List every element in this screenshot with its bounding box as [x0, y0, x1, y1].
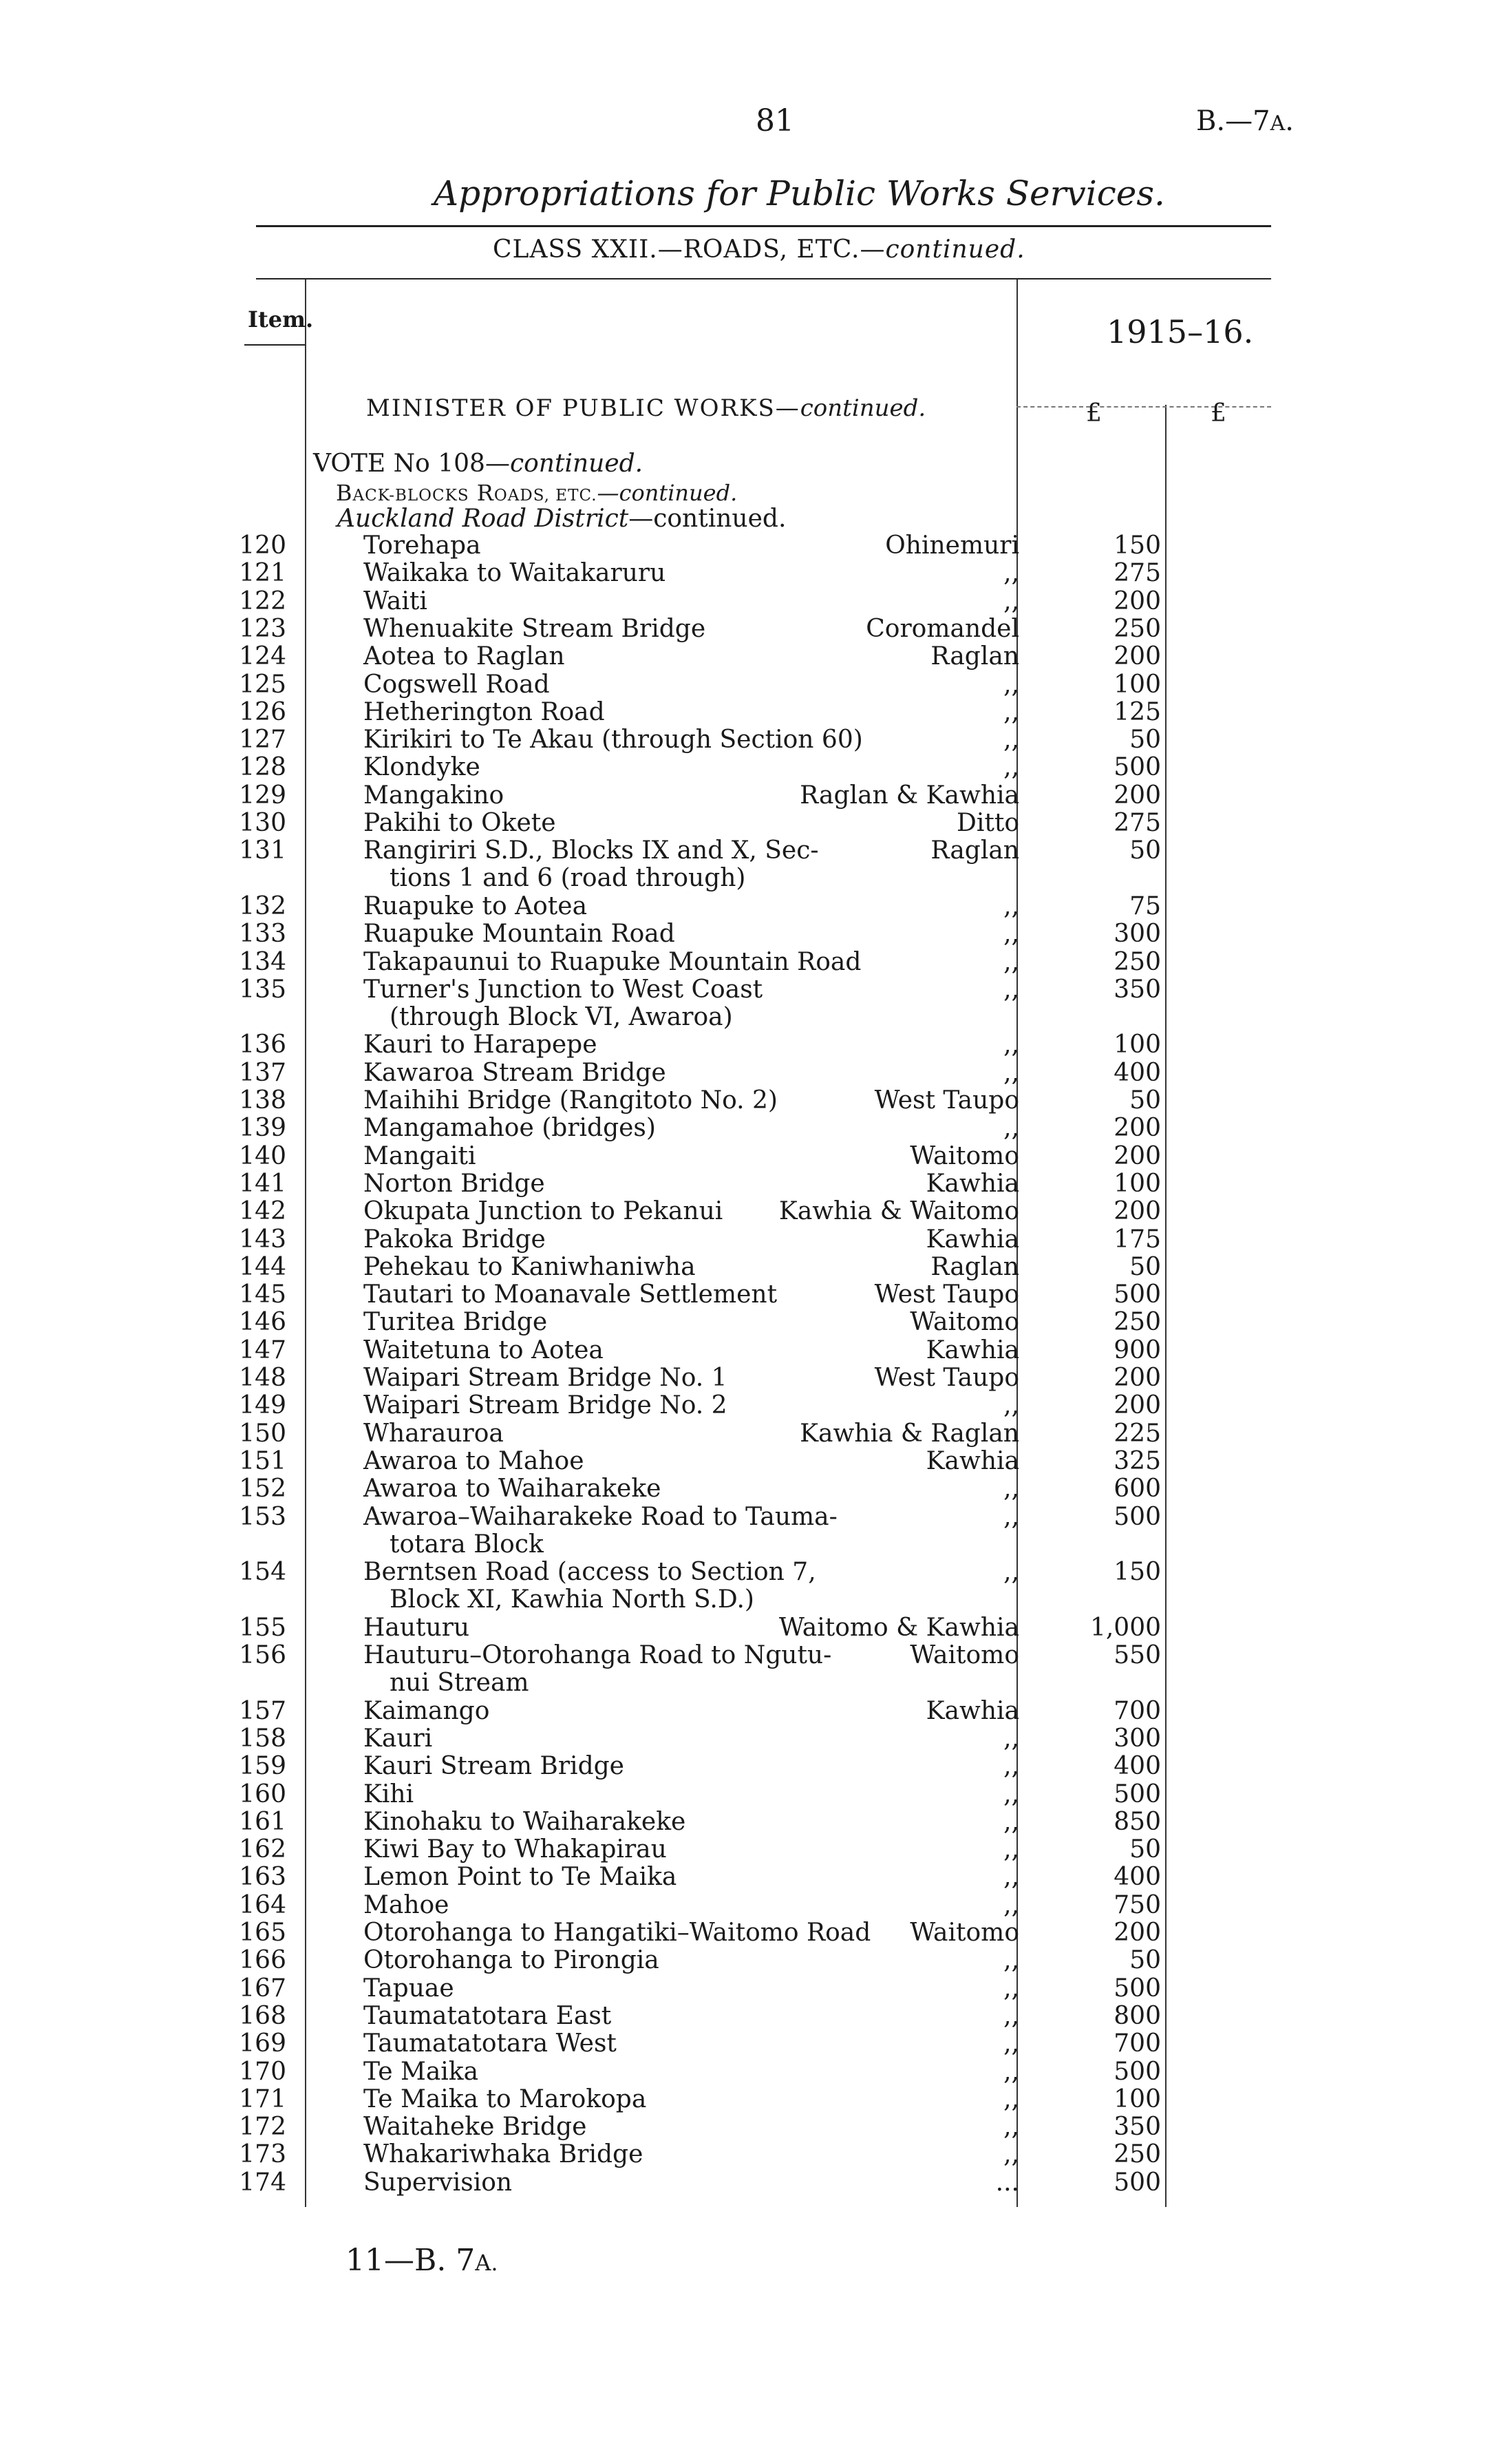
footer-suffix: A. — [475, 2250, 498, 2276]
item-number: 124 — [239, 642, 286, 671]
item-district: ,, — [1003, 975, 1019, 1004]
item-number: 135 — [239, 975, 286, 1004]
item-description: Pehekau to Kaniwhaniwha — [363, 1253, 696, 1281]
item-district: ,, — [1003, 2140, 1019, 2168]
class-rule — [256, 278, 1271, 279]
back-blocks-heading — [336, 480, 737, 506]
item-number: 154 — [239, 1558, 286, 1586]
item-district: ,, — [1003, 2029, 1019, 2058]
item-district: ,, — [1003, 892, 1019, 920]
item-district: ,, — [1003, 1780, 1019, 1808]
item-description: Turner's Junction to West Coast — [363, 975, 763, 1004]
item-description: Waipari Stream Bridge No. 1 — [363, 1364, 727, 1392]
item-amount: 700 — [1114, 2029, 1161, 2058]
item-amount: 200 — [1114, 1114, 1161, 1142]
item-description: Waitaheke Bridge — [363, 2113, 587, 2141]
item-description: Okupata Junction to Pekanui — [363, 1197, 723, 1225]
item-description: Pakoka Bridge — [363, 1225, 546, 1254]
item-amount: 500 — [1114, 1974, 1161, 2003]
item-description: Kaimango — [363, 1697, 490, 1725]
item-description: Otorohanga to Pirongia — [363, 1946, 659, 1974]
item-amount: 200 — [1114, 587, 1161, 615]
item-number: 148 — [239, 1364, 286, 1392]
item-amount: 125 — [1114, 698, 1161, 726]
item-description: Maihihi Bridge (Rangitoto No. 2) — [363, 1086, 778, 1115]
doc-ref-suffix: A — [1270, 112, 1286, 136]
item-amount: 700 — [1114, 1697, 1161, 1725]
doc-ref-main: B.—7 — [1196, 105, 1270, 137]
item-description: Kauri — [363, 1724, 433, 1753]
item-number: 166 — [239, 1946, 286, 1974]
item-description: Aotea to Raglan — [363, 642, 565, 671]
item-description: Pakihi to Okete — [363, 809, 556, 837]
minister-main: MINISTER OF PUBLIC WORKS— — [366, 394, 800, 422]
bb-small-1: ACK-BLOCKS — [352, 487, 469, 505]
item-description: Cogswell Road — [363, 671, 550, 699]
item-number: 159 — [239, 1752, 286, 1780]
item-number: 123 — [239, 615, 286, 643]
vote-heading — [313, 450, 643, 478]
item-description: Tautari to Moanavale Settlement — [363, 1280, 778, 1309]
item-description: Waiti — [363, 587, 427, 615]
item-description: Te Maika — [363, 2058, 479, 2086]
item-district: ,, — [1003, 2085, 1019, 2113]
item-amount: 600 — [1114, 1475, 1161, 1503]
item-description: Mangakino — [363, 781, 504, 810]
item-number: 171 — [239, 2085, 286, 2113]
item-amount: 100 — [1114, 2085, 1161, 2113]
item-number: 174 — [239, 2168, 286, 2197]
title-rule — [256, 225, 1271, 227]
item-district: Ditto — [957, 809, 1019, 837]
item-amount: 100 — [1114, 671, 1161, 699]
item-district: Waitomo — [910, 1919, 1019, 1947]
item-district: ,, — [1003, 1031, 1019, 1059]
item-description: Kawaroa Stream Bridge — [363, 1059, 666, 1087]
item-amount: 550 — [1114, 1641, 1161, 1669]
item-district: ,, — [1003, 1863, 1019, 1891]
item-district: ,, — [1003, 587, 1019, 615]
item-district: ,, — [1003, 1059, 1019, 1087]
item-header-rule — [244, 344, 305, 346]
item-district: ,, — [1003, 559, 1019, 587]
item-district: Kawhia & Raglan — [800, 1419, 1019, 1448]
item-description: Berntsen Road (access to Section 7, — [363, 1558, 816, 1586]
item-district: ,, — [1003, 920, 1019, 948]
item-number: 131 — [239, 836, 286, 865]
item-description-continued: nui Stream — [390, 1669, 529, 1697]
item-district: Raglan & Kawhia — [800, 781, 1019, 810]
item-district: ,, — [1003, 1752, 1019, 1780]
item-amount: 200 — [1114, 642, 1161, 671]
item-amount: 50 — [1129, 1835, 1161, 1863]
item-description: Kirikiri to Te Akau (through Section 60) — [363, 726, 863, 754]
item-number: 127 — [239, 726, 286, 754]
item-amount: 900 — [1114, 1336, 1161, 1364]
item-number: 128 — [239, 753, 286, 781]
item-number: 161 — [239, 1808, 286, 1836]
item-district: Kawhia — [926, 1697, 1019, 1725]
item-amount: 200 — [1114, 1391, 1161, 1419]
year-header-rule — [1016, 406, 1271, 408]
item-district: ,, — [1003, 1114, 1019, 1142]
item-description: Ruapuke Mountain Road — [363, 920, 675, 948]
item-number: 147 — [239, 1336, 286, 1364]
item-district: Kawhia — [926, 1170, 1019, 1198]
item-description: Hauturu–Otorohanga Road to Ngutu- — [363, 1641, 832, 1669]
item-number: 153 — [239, 1503, 286, 1531]
item-district: ,, — [1003, 1724, 1019, 1753]
item-description: Kihi — [363, 1780, 414, 1808]
item-description: Kiwi Bay to Whakapirau — [363, 1835, 667, 1863]
currency-header-1: £ — [1086, 399, 1102, 427]
item-amount: 250 — [1114, 615, 1161, 643]
item-district: ,, — [1003, 753, 1019, 781]
item-number: 144 — [239, 1253, 286, 1281]
item-amount: 300 — [1114, 920, 1161, 948]
item-description-continued: Block XI, Kawhia North S.D.) — [390, 1585, 754, 1614]
item-column-divider — [305, 279, 306, 2207]
item-number: 130 — [239, 809, 286, 837]
item-number: 170 — [239, 2058, 286, 2086]
currency-header-2: £ — [1211, 399, 1226, 427]
item-description: Torehapa — [363, 531, 481, 560]
item-amount: 250 — [1114, 948, 1161, 976]
item-number: 150 — [239, 1419, 286, 1448]
item-description: Waipari Stream Bridge No. 2 — [363, 1391, 727, 1419]
item-number: 151 — [239, 1447, 286, 1475]
item-district: West Taupo — [874, 1280, 1019, 1309]
item-number: 141 — [239, 1170, 286, 1198]
item-district: ,, — [1003, 671, 1019, 699]
item-district: Kawhia — [926, 1336, 1019, 1364]
item-description: Te Maika to Marokopa — [363, 2085, 647, 2113]
item-amount: 500 — [1114, 1280, 1161, 1309]
item-number: 158 — [239, 1724, 286, 1753]
item-description: Klondyke — [363, 753, 480, 781]
item-number: 162 — [239, 1835, 286, 1863]
item-district: ,, — [1003, 1835, 1019, 1863]
item-district: ,, — [1003, 2113, 1019, 2141]
item-amount: 200 — [1114, 781, 1161, 810]
item-description: Kauri Stream Bridge — [363, 1752, 624, 1780]
item-number: 168 — [239, 2002, 286, 2030]
item-description: Supervision — [363, 2168, 513, 2197]
item-number: 163 — [239, 1863, 286, 1891]
item-number: 145 — [239, 1280, 286, 1309]
item-amount: 175 — [1114, 1225, 1161, 1254]
class-heading — [493, 235, 1025, 264]
item-column-header: Item. — [248, 306, 314, 332]
item-amount: 50 — [1129, 1253, 1161, 1281]
item-district: ,, — [1003, 1558, 1019, 1586]
item-number: 169 — [239, 2029, 286, 2058]
item-description: Turitea Bridge — [363, 1308, 548, 1336]
class-heading-continued: continued. — [885, 235, 1025, 264]
item-district: Kawhia & Waitomo — [778, 1197, 1019, 1225]
item-district: ,, — [1003, 1475, 1019, 1503]
item-district: ,, — [1003, 2058, 1019, 2086]
item-amount: 200 — [1114, 1364, 1161, 1392]
item-district: Waitomo — [910, 1641, 1019, 1669]
district-continued: —continued. — [628, 505, 787, 533]
item-number: 125 — [239, 671, 286, 699]
item-district: ,, — [1003, 1974, 1019, 2003]
district-name: Auckland Road District — [337, 505, 629, 533]
item-number: 155 — [239, 1614, 286, 1642]
item-number: 165 — [239, 1919, 286, 1947]
item-amount: 400 — [1114, 1863, 1161, 1891]
item-number: 133 — [239, 920, 286, 948]
minister-continued: continued. — [800, 394, 926, 422]
item-district: West Taupo — [874, 1364, 1019, 1392]
item-district: ,, — [1003, 726, 1019, 754]
item-district: Coromandel — [866, 615, 1019, 643]
item-amount: 50 — [1129, 1946, 1161, 1974]
item-number: 164 — [239, 1891, 286, 1919]
item-number: 142 — [239, 1197, 286, 1225]
item-district: Waitomo — [910, 1142, 1019, 1170]
item-description: Taumatatotara East — [363, 2002, 612, 2030]
item-district: ,, — [1003, 2002, 1019, 2030]
item-number: 136 — [239, 1031, 286, 1059]
bb-small-2: OADS, ETC. — [493, 487, 597, 505]
item-amount: 250 — [1114, 2140, 1161, 2168]
year-header: 1915–16. — [1107, 313, 1254, 350]
item-number: 140 — [239, 1142, 286, 1170]
item-number: 152 — [239, 1475, 286, 1503]
item-district: Raglan — [930, 1253, 1019, 1281]
item-number: 172 — [239, 2113, 286, 2141]
footer-signature — [345, 2243, 498, 2278]
item-number: 138 — [239, 1086, 286, 1115]
item-number: 120 — [239, 531, 286, 560]
item-amount: 850 — [1114, 1808, 1161, 1836]
item-amount: 75 — [1129, 892, 1161, 920]
item-description-continued: totara Block — [390, 1530, 544, 1559]
item-amount: 500 — [1114, 2168, 1161, 2197]
bb-continued: —continued. — [597, 480, 738, 506]
item-description: Whakariwhaka Bridge — [363, 2140, 643, 2168]
item-number: 143 — [239, 1225, 286, 1254]
item-description: Mangaiti — [363, 1142, 476, 1170]
item-district: West Taupo — [874, 1086, 1019, 1115]
district-heading — [337, 505, 786, 533]
item-amount: 400 — [1114, 1059, 1161, 1087]
item-description: Wharauroa — [363, 1419, 504, 1448]
item-amount: 300 — [1114, 1724, 1161, 1753]
item-number: 122 — [239, 587, 286, 615]
vote-continued: continued. — [509, 450, 643, 478]
bb-cap-1: B — [336, 480, 353, 506]
item-description-continued: tions 1 and 6 (road through) — [390, 864, 746, 892]
item-description: Norton Bridge — [363, 1170, 545, 1198]
item-amount: 150 — [1114, 531, 1161, 560]
item-description: Awaroa–Waiharakeke Road to Tauma- — [363, 1503, 838, 1531]
bb-cap-2: R — [476, 480, 494, 506]
item-amount: 50 — [1129, 726, 1161, 754]
item-amount: 100 — [1114, 1031, 1161, 1059]
item-amount: 500 — [1114, 1780, 1161, 1808]
item-number: 126 — [239, 698, 286, 726]
item-district: Waitomo — [910, 1308, 1019, 1336]
item-amount: 325 — [1114, 1447, 1161, 1475]
item-amount: 750 — [1114, 1891, 1161, 1919]
item-description: Otorohanga to Hangatiki–Waitomo Road — [363, 1919, 871, 1947]
page-title: Appropriations for Public Works Services. — [434, 173, 1165, 213]
item-district: ,, — [1003, 1808, 1019, 1836]
item-district: Waitomo & Kawhia — [778, 1614, 1019, 1642]
item-description: Awaroa to Mahoe — [363, 1447, 584, 1475]
item-description: Hauturu — [363, 1614, 470, 1642]
item-number: 134 — [239, 948, 286, 976]
item-description: Waitetuna to Aotea — [363, 1336, 604, 1364]
item-description: Kauri to Harapepe — [363, 1031, 597, 1059]
item-number: 146 — [239, 1308, 286, 1336]
item-amount: 225 — [1114, 1419, 1161, 1448]
item-amount: 50 — [1129, 1086, 1161, 1115]
item-number: 156 — [239, 1641, 286, 1669]
item-amount: 250 — [1114, 1308, 1161, 1336]
item-number: 132 — [239, 892, 286, 920]
item-district: Raglan — [930, 836, 1019, 865]
item-amount: 100 — [1114, 1170, 1161, 1198]
document-reference: B.—7A. — [1196, 105, 1294, 137]
item-description: Mahoe — [363, 1891, 449, 1919]
item-description: Rangiriri S.D., Blocks IX and X, Sec- — [363, 836, 819, 865]
amount-column-divider — [1165, 405, 1167, 2207]
item-district: Kawhia — [926, 1447, 1019, 1475]
item-district: ,, — [1003, 1503, 1019, 1531]
minister-heading — [366, 394, 926, 422]
item-number: 129 — [239, 781, 286, 810]
footer-main: 11—B. 7 — [345, 2243, 476, 2278]
item-number: 157 — [239, 1697, 286, 1725]
item-description: Awaroa to Waiharakeke — [363, 1475, 661, 1503]
item-amount: 200 — [1114, 1919, 1161, 1947]
item-amount: 400 — [1114, 1752, 1161, 1780]
item-amount: 200 — [1114, 1142, 1161, 1170]
item-number: 139 — [239, 1114, 286, 1142]
item-district: ,, — [1003, 948, 1019, 976]
item-number: 167 — [239, 1974, 286, 2003]
item-district: Kawhia — [926, 1225, 1019, 1254]
item-amount: 275 — [1114, 559, 1161, 587]
item-amount: 500 — [1114, 2058, 1161, 2086]
item-number: 121 — [239, 559, 286, 587]
item-description-continued: (through Block VI, Awaroa) — [390, 1003, 733, 1031]
item-district: ,, — [1003, 698, 1019, 726]
item-amount: 350 — [1114, 2113, 1161, 2141]
item-district: Ohinemuri — [885, 531, 1019, 560]
page-number: 81 — [756, 103, 794, 138]
item-amount: 800 — [1114, 2002, 1161, 2030]
item-description: Takapaunui to Ruapuke Mountain Road — [363, 948, 862, 976]
item-number: 137 — [239, 1059, 286, 1087]
item-amount: 500 — [1114, 753, 1161, 781]
item-number: 173 — [239, 2140, 286, 2168]
item-district: ,, — [1003, 1891, 1019, 1919]
item-amount: 500 — [1114, 1503, 1161, 1531]
item-description: Taumatatotara West — [363, 2029, 617, 2058]
item-amount: 50 — [1129, 836, 1161, 865]
item-district: ,, — [1003, 1391, 1019, 1419]
item-description: Kinohaku to Waiharakeke — [363, 1808, 686, 1836]
item-number: 160 — [239, 1780, 286, 1808]
item-description: Whenuakite Stream Bridge — [363, 615, 706, 643]
item-description: Hetherington Road — [363, 698, 605, 726]
item-description: Mangamahoe (bridges) — [363, 1114, 656, 1142]
item-district: Raglan — [930, 642, 1019, 671]
item-amount: 1,000 — [1089, 1614, 1161, 1642]
item-description: Waikaka to Waitakaruru — [363, 559, 666, 587]
item-district: ... — [995, 2168, 1019, 2197]
item-amount: 150 — [1114, 1558, 1161, 1586]
item-description: Lemon Point to Te Maika — [363, 1863, 677, 1891]
item-description: Ruapuke to Aotea — [363, 892, 588, 920]
item-number: 149 — [239, 1391, 286, 1419]
item-amount: 350 — [1114, 975, 1161, 1004]
item-description: Tapuae — [363, 1974, 454, 2003]
item-amount: 200 — [1114, 1197, 1161, 1225]
item-district: ,, — [1003, 1946, 1019, 1974]
vote-main: VOTE No 108— — [313, 450, 510, 478]
class-heading-main: CLASS XXII.—ROADS, ETC.— — [493, 235, 886, 264]
item-amount: 275 — [1114, 809, 1161, 837]
